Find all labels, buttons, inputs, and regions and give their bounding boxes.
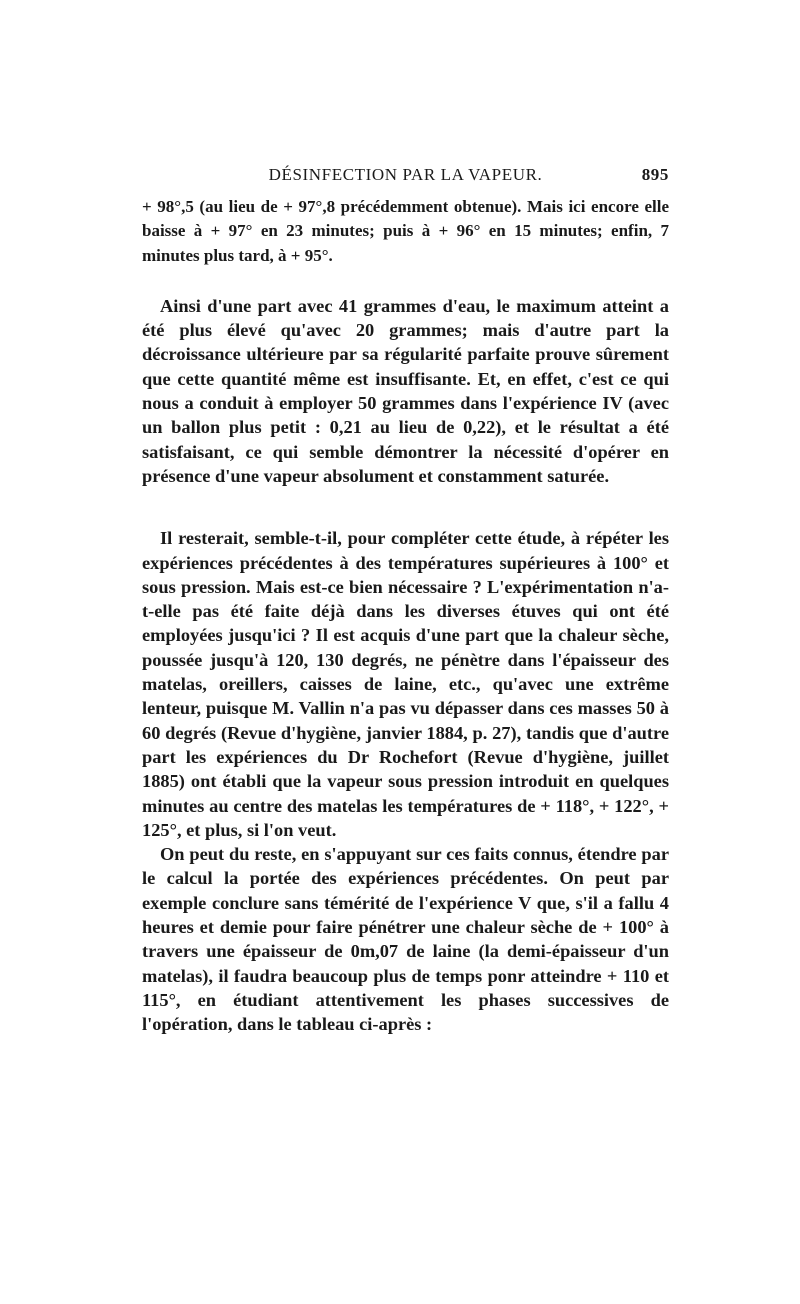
running-title: DÉSINFECTION PAR LA VAPEUR. (268, 165, 543, 184)
book-page (142, 165, 669, 1037)
paragraph-pression: Il resterait, semble-t-il, pour compléter cette étude, à répéter les expériences précédentes à des températures supérieures à 100° et sous pression. Mais est-ce bien nécessaire ? L'expérimentation n'a-t-elle pas été faite déjà dans les diverses étuves qui ont été employées jusqu'ici ? Il est acquis d'une part que la chaleur sèche, poussée jusqu'à 120, 130 degrés, ne pénètre dans l'épaisseur des matelas, oreillers, caisses de laine, etc., qu'avec une extrême lenteur, puisque M. Vallin n'a pas vu dépasser dans ces masses 50 à 60 degrés (Revue d'hygiène, janvier 1884, p. 27), tandis que d'autre part les expériences du Dr Rochefort (Revue d'hygiène, juillet 1885) ont établi que la vapeur sous pression introduit en quelques minutes au centre des matelas les températures de + 118°, + 122°, + 125°, et plus, si l'on veut. (142, 528, 669, 840)
paragraph-calcul: On peut du reste, en s'appuyant sur ces faits connus, étendre par le calcul la portée des expériences précédentes. On peut par exemple conclure sans témérité de l'expérience V que, s'il a fallu 4 heures et demie pour faire pénétrer une chaleur sèche de + 100° à travers une épaisseur de 0m,07 de laine (la demi-épaisseur d'un matelas), il faudra beaucoup plus de temps ponr atteindre + 110 et 115°, en étudiant attentivement les phases successives de l'opération, dans le tableau ci-après : (142, 844, 669, 1035)
page-number: 895 (641, 165, 669, 184)
paragraph-grammes-eau: Ainsi d'une part avec 41 grammes d'eau, le maximum atteint a été plus élevé qu'avec 20 grammes; mais d'autre part la décroissance ultérieure par sa régularité parfaite prouve sûrement que cette quantité même est insuffisante. Et, en effet, c'est ce qui nous a conduit à employer 50 grammes dans l'expérience IV (avec un ballon plus petit : 0,21 au lieu de 0,22), et le résultat a été satisfaisant, ce qui semble démontrer la nécessité d'opérer en présence d'une vapeur absolument et constamment saturée. (142, 295, 669, 486)
running-head (142, 165, 669, 193)
paragraph-continuation: + 98°,5 (au lieu de + 97°,8 précédemment obtenue). Mais ici encore elle baisse à + 97° en 23 minutes; puis à + 96° en 15 minutes; enfin, 7 minutes plus tard, à + 95°. (142, 197, 669, 265)
